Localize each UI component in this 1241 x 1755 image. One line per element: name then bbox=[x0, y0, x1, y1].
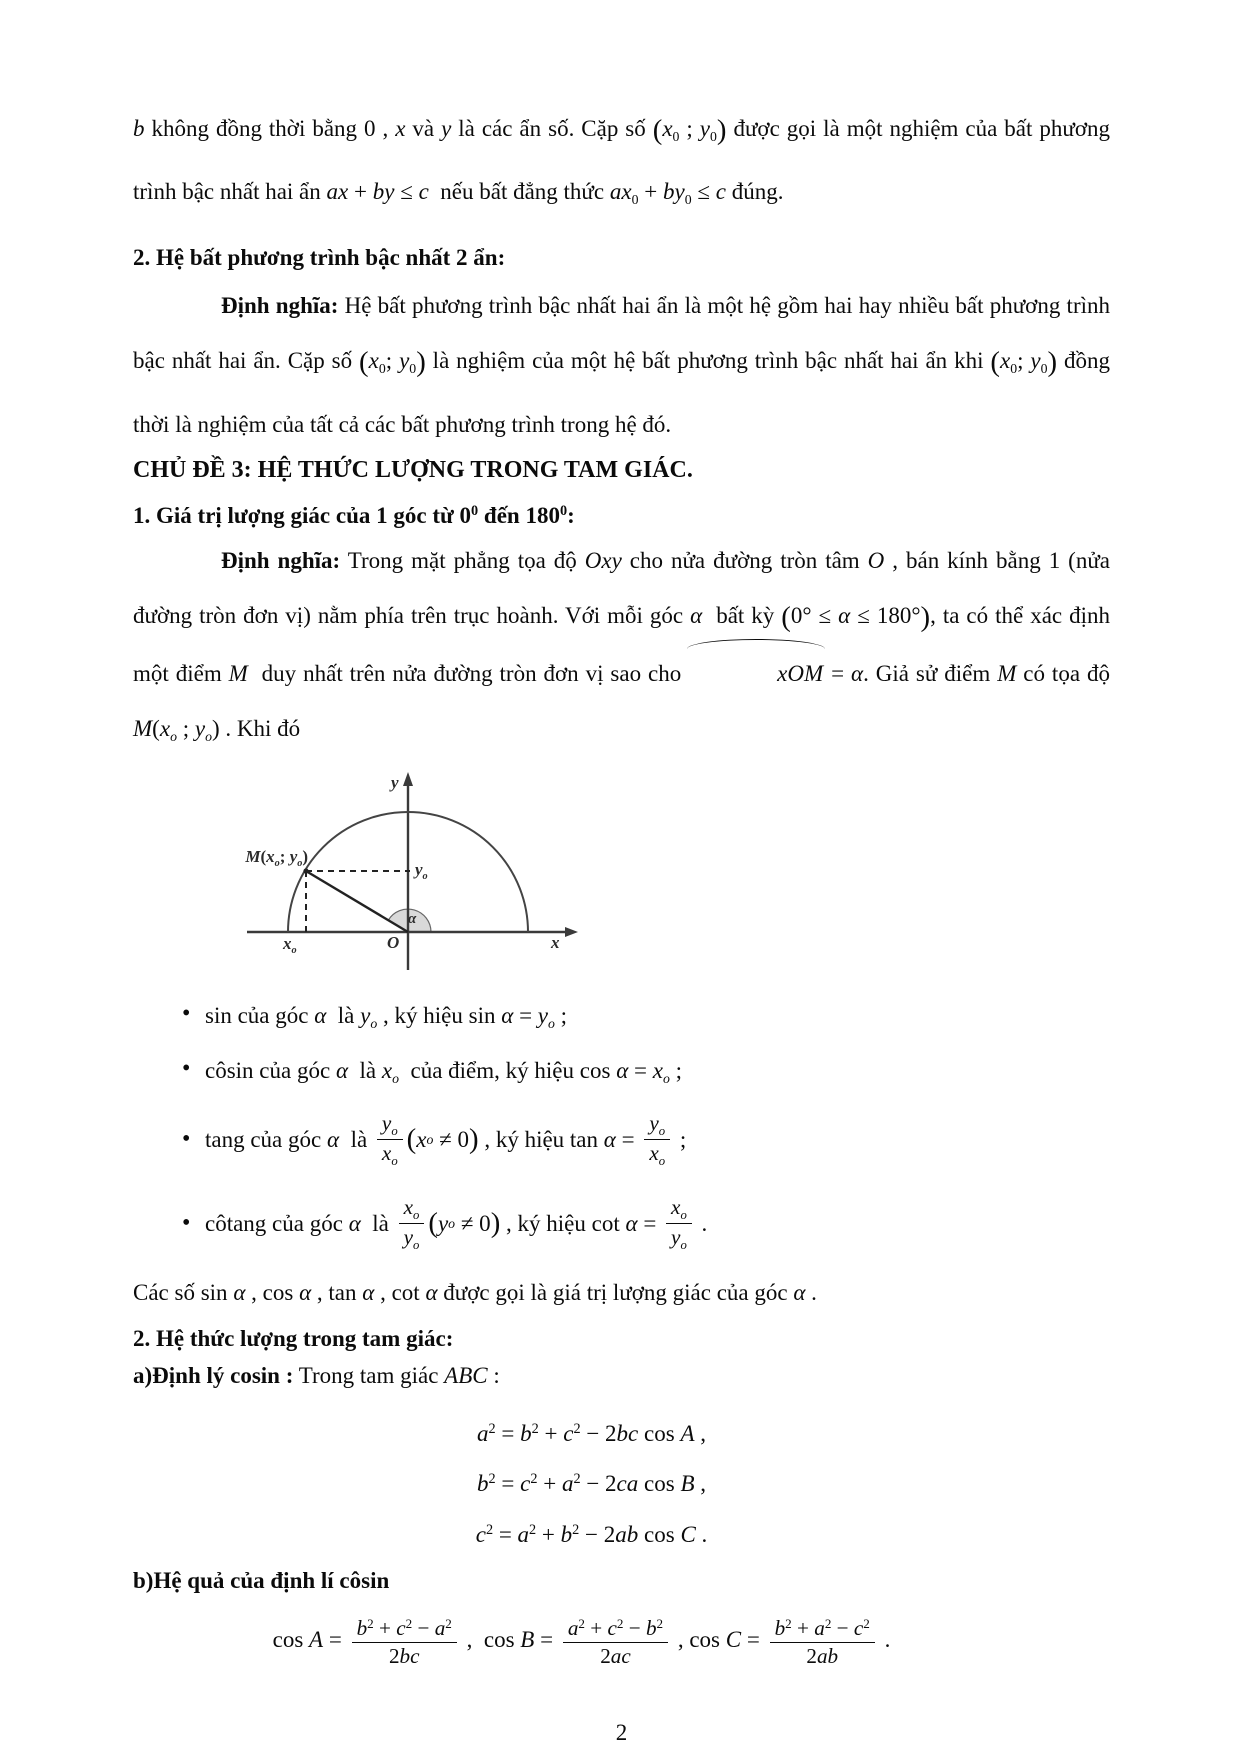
list-item-tan: • tang của góc α là $\frac{y_o}{x_o}$ ( x o ≠ 0 ) , ký hiệu tan α = $\frac{y_o}{x_o}$ ; bbox=[182, 1098, 1110, 1182]
paragraph-cosine-law-intro: a)Định lý cosin : Trong tam giác ABC : bbox=[133, 1362, 500, 1388]
list-item-cot: • côtang của góc α là $\frac{x_o}{y_o}$ ( y o ≠ 0 ) , ký hiệu cot α = $\frac{x_o}{y_o}$ . bbox=[182, 1182, 1110, 1266]
heading-cosine-corollary: b)Hệ quả của định lí côsin bbox=[133, 1568, 390, 1594]
trig-definitions-list bbox=[133, 988, 1110, 1266]
origin-label: O bbox=[387, 932, 400, 952]
paragraph-system-definition: Định nghĩa: Hệ bất phương trình bậc nhất hai ẩn là một hệ gồm hai hay nhiều bất phương trình bậc nhất hai ẩn. Cặp số ($x_0$; $y_0$) là nghiệm của một hệ bất phương trình bậc nhất hai ẩn khi ($x_0$; $y_0$) đồng thời là nghiệm của tất cả các bất phương trình trong hệ đó. bbox=[133, 293, 1116, 437]
equation-b-squared: $b^2 = c^2 + a^2 - 2ca$ cos B , bbox=[477, 1471, 706, 1497]
alpha-label: α bbox=[408, 910, 417, 927]
heading-system-of-inequalities: 2. Hệ bất phương trình bậc nhất 2 ẩn: bbox=[133, 245, 506, 271]
om-segment bbox=[306, 871, 408, 932]
yo-label: $y_o$ bbox=[415, 859, 428, 882]
paragraph-trig-summary: Các số sin α , cos α , tan α , cot α được gọi là giá trị lượng giác của góc α . bbox=[133, 1279, 817, 1305]
cosine-corollary-equations: cos A = $\frac{b^2 + c^2 - a^2}{2bc}$ , cos B = $\frac{a^2 + c^2 - b^2}{2ac}$ , cos C = $\frac{b^2 + a^2 - c^2}{2ab}$ . bbox=[272, 1616, 891, 1668]
xo-label: $x_o$ bbox=[283, 933, 297, 956]
heading-topic-3: CHỦ ĐỀ 3: HỆ THỨC LƯỢNG TRONG TAM GIÁC. bbox=[133, 456, 693, 483]
paragraph-inequality-solution: b không đồng thời bằng 0 , x và y là các ẩn số. Cặp số ($x_0$ ; $y_0$) được gọi là một nghiệm của bất phương trình bậc nhất hai ẩn ax + by ≤ c nếu bất đẳng thức $ax_0 + by_0 \le c$ đúng. bbox=[133, 113, 1116, 208]
list-item-cos: • côsin của góc α là $x_o$ của điểm, ký hiệu $\cos \alpha = x_o$ ; bbox=[182, 1043, 1110, 1098]
page-number: 2 bbox=[615, 1719, 628, 1745]
m-point-label: $M(x_o$; $y_o$) bbox=[245, 846, 308, 869]
equation-c-squared: $c^2 = a^2 + b^2 - 2ab$ cos C . bbox=[475, 1522, 708, 1548]
unit-semicircle-figure bbox=[133, 772, 1110, 972]
y-axis-arrow bbox=[403, 772, 413, 786]
heading-triangle-relations: 2. Hệ thức lượng trong tam giác: bbox=[133, 1325, 454, 1351]
y-axis-label: y bbox=[391, 772, 399, 792]
list-item-sin: • sin của góc α là $y_o$ , ký hiệu $\sin \alpha = y_o$ ; bbox=[182, 988, 1110, 1043]
x-axis-label: x bbox=[551, 932, 560, 952]
equation-a-squared: $a^2 = b^2 + c^2 - 2bc$ cos A , bbox=[477, 1420, 706, 1446]
cosine-law-equations bbox=[133, 1406, 1110, 1558]
paragraph-trig-definition: Định nghĩa: Trong mặt phẳng tọa độ Oxy cho nửa đường tròn tâm O , bán kính bằng 1 (nửa đường tròn đơn vị) nằm phía trên trục hoành. Với mỗi góc α bất kỳ (0° ≤ α ≤ 180°), ta có thể xác định một điểm M duy nhất trên nửa đường tròn đơn vị sao cho xOM = α. Giả sử điểm M có tọa độ $M(x_o$ ; $y_o$) . Khi đó bbox=[133, 547, 1116, 745]
heading-trig-values: 1. Giá trị lượng giác của 1 góc từ $0^0$ đến $180^0$: bbox=[133, 502, 575, 528]
x-axis-arrow bbox=[565, 927, 578, 937]
